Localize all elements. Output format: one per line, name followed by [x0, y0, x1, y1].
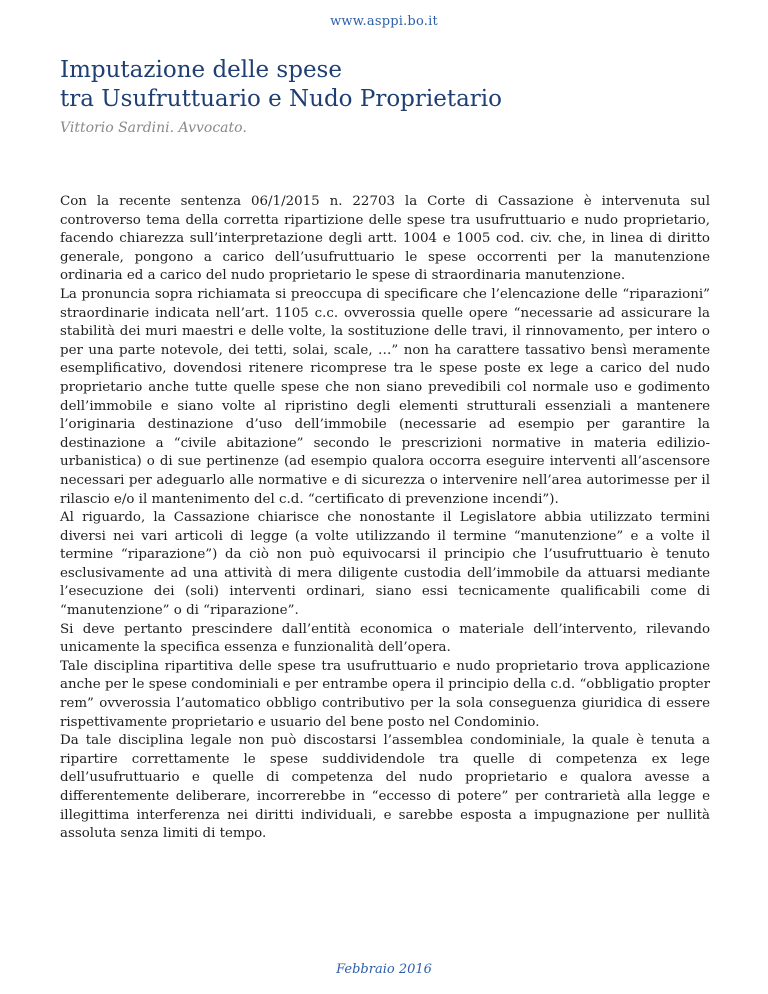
site-url[interactable]: www.asppi.bo.it: [330, 14, 438, 29]
paragraph: Al riguardo, la Cassazione chiarisce che nonostante il Legislatore abbia utilizzato termini diversi nei vari articoli di legge (a volte utilizzando il termine “manutenzione” e a volte il termine “riparazione”) da ciò non può equivocarsi il principio che l’usufruttuario è tenuto esclusivamente ad una attività di mera diligente custodia dell’immobile da attuarsi mediante l’esecuzione dei (soli) interventi ordinari, siano essi tecnicamente qualificabili come di “manutenzione” o di “riparazione”.: [60, 510, 710, 619]
page-title-line-2: tra Usufruttuario e Nudo Proprietario: [60, 86, 502, 112]
paragraph: La pronuncia sopra richiamata si preoccupa di specificare che l’elencazione delle “riparazioni” straordinarie indicata nell’art. 1105 c.c. ovverossia quelle opere “necessarie ad assicurare la stabilità dei muri maestri e delle volte, la sostituzione delle travi, il rinnovamento, per intero o per una parte notevole, dei tetti, solai, scale, …” non ha carattere tassativo bensì meramente esemplificativo, dovendosi ritenere ricomprese tra le spese poste ex lege a carico del nudo proprietario anche tutte quelle spese che non siano prevedibili col normale uso e godimento dell’immobile e siano volte al ripristino degli elementi strutturali essenziali a mantenere l’originaria destinazione d’uso dell’immobile (necessarie ad esempio per garantire la destinazione a “civile abitazione” secondo le prescrizioni normative in materia edilizio-urbanistica) o di sue pertinenze (ad esempio qualora occorra eseguire interventi all’ascensore necessari per adeguarlo alle normative e di sicurezza o intervenire nell’area autorimesse per il rilascio e/o il mantenimento del c.d. “certificato di prevenzione incendi”).: [60, 286, 710, 507]
paragraph: Si deve pertanto prescindere dall’entità economica o materiale dell’intervento, rilevando unicamente la specifica essenza e funzionalità dell’opera.: [60, 621, 710, 656]
footer-date: Febbraio 2016: [336, 962, 432, 977]
page-title-line-1: Imputazione delle spese: [60, 57, 342, 83]
article-body: [60, 193, 710, 844]
page-title: [60, 56, 720, 114]
paragraph: Tale disciplina ripartitiva delle spese tra usufruttuario e nudo proprietario trova applicazione anche per le spese condominiali e per entrambe opera il principio della c.d. “obbligatio propter rem” ovverossia l’automatico obbligo contributivo per la sola conseguenza giuridica di essere rispettivamente proprietario e usuario del bene posto nel Condominio.: [60, 658, 710, 730]
author-byline: Vittorio Sardini. Avvocato.: [60, 120, 247, 136]
paragraph: Con la recente sentenza 06/1/2015 n. 22703 la Corte di Cassazione è intervenuta sul controverso tema della corretta ripartizione delle spese tra usufruttuario e nudo proprietario, facendo chiarezza sull’interpretazione degli artt. 1004 e 1005 cod. civ. che, in linea di diritto generale, pongono a carico dell’usufruttuario le spese occorrenti per la manutenzione ordinaria ed a carico del nudo proprietario le spese di straordinaria manutenzione.: [60, 194, 710, 284]
paragraph: Da tale disciplina legale non può discostarsi l’assemblea condominiale, la quale è tenuta a ripartire correttamente le spese suddividendole tra quelle di competenza ex lege dell’usufruttuario e quelle di competenza del nudo proprietario e qualora avesse a differentemente deliberare, incorrerebbe in “eccesso di potere” per contrarietà alla legge e illegittima interferenza nei diritti individuali, e sarebbe esposta a impugnazione per nullità assoluta senza limiti di tempo.: [60, 733, 710, 842]
